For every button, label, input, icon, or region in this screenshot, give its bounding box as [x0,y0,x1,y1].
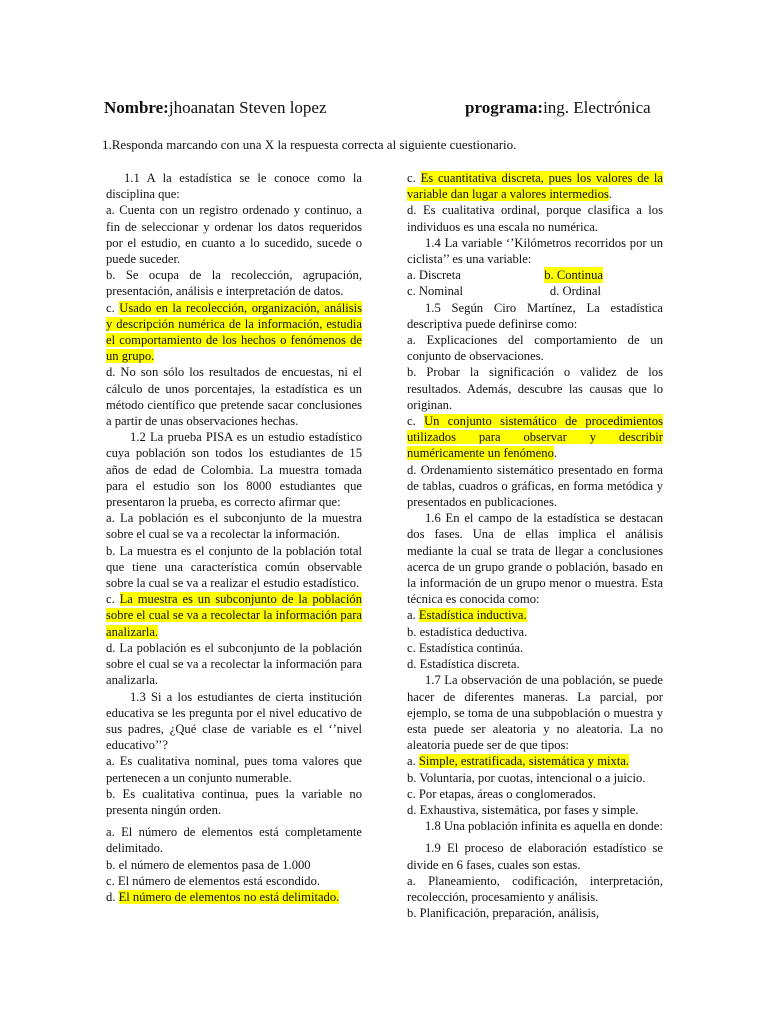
options-1-4-row1 [407,267,663,283]
option-1-1-a: a. Cuenta con un registro ordenado y continuo, a fin de seleccionar y ordenar los datos requeridos por el estudio, en cuanto a lo sucedido, sucede o puede suceder. [106,203,362,267]
option-1-3-a: a. Es cualitativa nominal, pues toma valores que pertenecen a un conjunto numerable. [106,754,362,785]
highlighted-answer: La muestra es un subconjunto de la población sobre el cual se va a recolectar la información para analizarla. [106,592,362,639]
option-1-1-c: c. Usado en la recolección, organización, análisis y descripción numérica de la información, estudia el comportamiento de los hechos o fenómenos de un grupo. [106,300,363,364]
highlighted-answer: Simple, estratificada, sistemática y mixta. [418,754,630,769]
option-1-5-d: d. Ordenamiento sistemático presentado en forma de tablas, cuadros o gráficas, en forma metódica y presentados en publicaciones. [407,462,663,510]
option-1-6-b: b. estadística deductiva. [407,624,528,639]
highlighted-answer: Estadística inductiva. [418,608,527,623]
name-label: Nombre: [104,98,169,117]
option-1-5-a: a. Explicaciones del comportamiento de un conjunto de observaciones. [407,333,663,364]
question-1-7: 1.7 La observación de una población, se puede hacer de diferentes maneras. La parcial, por ejemplo, se toma de una subpoblación o muestra y esta puede ser aleatoria y no aleatoria. La no aleatoria puede ser de que tipos: [407,673,663,753]
program [465,97,651,119]
question-1-9: 1.9 El proceso de elaboración estadístico se divide en 6 fases, cuales son estas. [407,841,663,872]
option-1-9-b: b. Planificación, preparación, análisis, [407,906,599,921]
option-extra-d: d. El número de elementos no está delimitado. [106,889,340,904]
option-extra-a: a. El número de elementos está completamente delimitado. [106,825,362,856]
option-1-2-d: d. La población es el subconjunto de la población sobre el cual se va a recolectar la información para analizarla. [106,640,362,688]
option-1-3-d: d. Es cualitativa ordinal, porque clasifica a los individuos es una escala no numérica. [407,203,663,234]
option-1-4-b: b. Continua [544,268,603,283]
options-1-4-row2 [407,283,663,299]
option-1-1-d: d. No son sólo los resultados de encuestas, ni el cálculo de unos porcentajes, la estadística es un método científico que pretende sacar conclusiones a partir de unas observaciones hechas. [106,365,362,429]
highlighted-answer: El número de elementos no está delimitado. [118,889,340,904]
question-1-3: 1.3 Si a los estudiantes de cierta institución educativa se les pregunta por el nivel educativo de sus padres, ¿Qué clase de variable es el ‘’nivel educativo’’? [106,689,362,753]
option-extra-c: c. El número de elementos está escondido. [106,873,321,888]
option-1-4-c: c. Nominal [407,284,463,299]
option-1-6-d: d. Estadística discreta. [407,657,520,672]
highlighted-answer: Usado en la recolección, organización, análisis y descripción numérica de la información, estudia el comportamiento de los hechos o fenómenos de un grupo. [106,300,363,364]
option-1-7-b: b. Voluntaria, por cuotas, intencional o a juicio. [407,770,646,785]
right-column [407,170,663,921]
option-1-9-a: a. Planeamiento, codificación, interpretación, recolección, procesamiento y análisis. [407,873,663,904]
left-column [106,170,362,905]
option-extra-b: b. el número de elementos pasa de 1.000 [106,857,311,872]
name-value: jhoanatan Steven lopez [168,98,327,117]
option-1-2-c: c. La muestra es un subconjunto de la población sobre el cual se va a recolectar la información para analizarla. [106,592,362,639]
option-1-4-a: a. Discreta [407,268,461,283]
option-1-2-b: b. La muestra es el conjunto de la población total que tiene una característica común observable sobre la cual se va a realizar el estudio estadístico. [106,543,362,591]
option-1-3-c: c. Es cuantitativa discreta, pues los valores de la variable dan lugar a valores intermedios. [407,171,664,202]
program-label: programa: [465,98,544,117]
student-name [104,97,327,119]
option-1-7-d: d. Exhaustiva, sistemática, por fases y simple. [407,802,639,817]
question-1-5: 1.5 Según Ciro Martínez, La estadística descriptiva puede definirse como: [407,300,663,331]
instructions: 1.Responda marcando con una X la respuesta correcta al siguiente cuestionario. [102,137,517,152]
option-1-6-c: c. Estadística continúa. [407,640,524,655]
question-1-1: 1.1 A la estadística se le conoce como la disciplina que: [106,171,362,202]
option-1-7-c: c. Por etapas, áreas o conglomerados. [407,786,596,801]
program-value: ing. Electrónica [543,98,651,117]
option-1-5-b: b. Probar la significación o validez de los resultados. Además, descubre las causas que lo originan. [407,365,663,412]
question-1-4: 1.4 La variable ‘’Kilómetros recorridos por un ciclista’’ es una variable: [407,235,663,267]
option-1-1-b: b. Se ocupa de la recolección, agrupación, presentación, análisis e interpretación de datos. [106,268,362,299]
question-1-6: 1.6 En el campo de la estadística se destacan dos fases. Una de ellas implica el análisis mediante la cual se trata de llegar a conclusiones acerca de un grupo grande o población, basado en la información de un grupo menor o muestra. Esta técnica es conocida como: [407,511,663,607]
question-1-8: 1.8 Una población infinita es aquella en donde: [425,819,663,834]
option-1-6-a: a. Estadística inductiva. [407,608,527,623]
option-1-3-b: b. Es cualitativa continua, pues la variable no presenta ningún orden. [106,786,362,817]
option-1-4-d: d. Ordinal [549,284,601,299]
option-1-7-a: a. Simple, estratificada, sistemática y mixta. [407,754,630,769]
highlighted-answer: Un conjunto sistemático de procedimientos utilizados para observar y describir numéricamente un fenómeno [407,414,663,461]
option-1-5-c: c. Un conjunto sistemático de procedimientos utilizados para observar y describir numéricamente un fenómeno. [407,414,663,461]
option-1-2-a: a. La población es el subconjunto de la muestra sobre el cual se va a recolectar la información. [106,511,362,542]
question-1-2: 1.2 La prueba PISA es un estudio estadístico cuya población son todos los estudiantes de 15 años de edad de Colombia. La muestra tomada para el estudio son los 8000 estudiantes que presentaron la prueba, es correcto afirmar que: [106,430,362,510]
highlighted-answer: Es cuantitativa discreta, pues los valores de la variable dan lugar a valores intermedios [407,171,664,202]
